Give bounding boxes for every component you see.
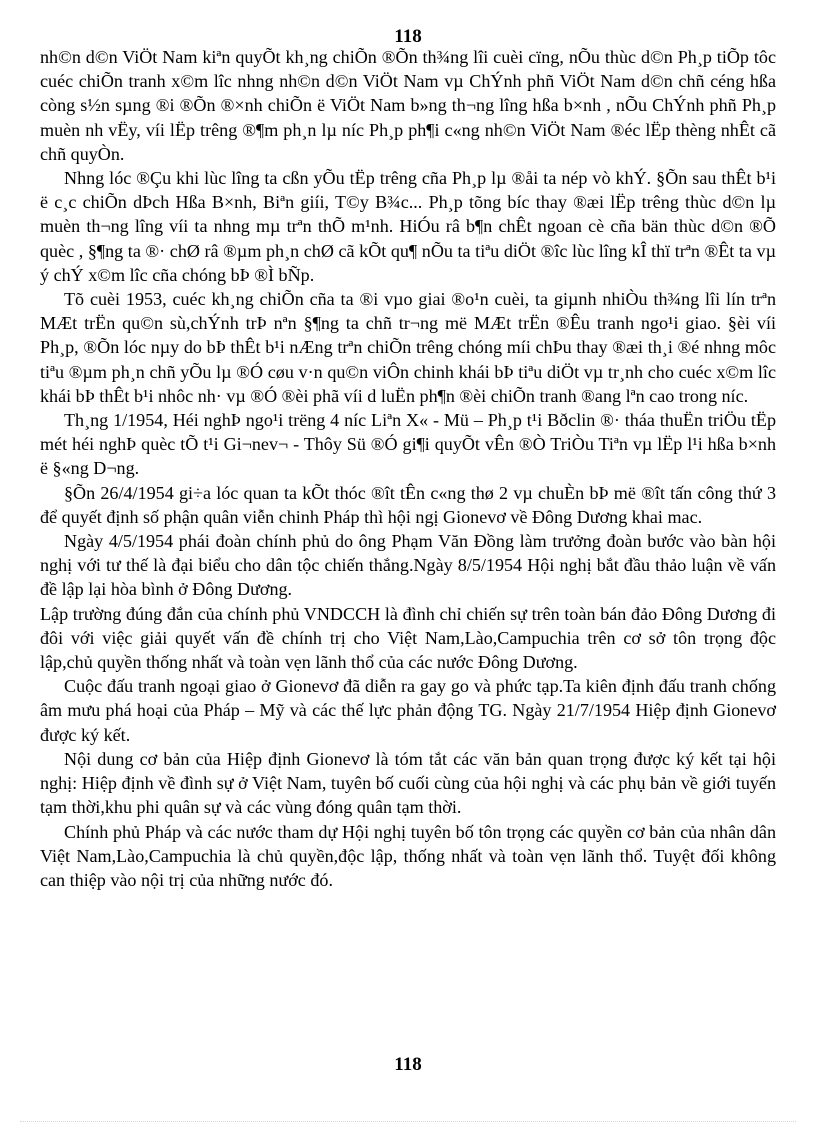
page-number-top: 118 — [394, 26, 422, 47]
page-body — [40, 45, 776, 892]
paragraph: nh©n d©n ViÖt Nam kiªn quyÕt kh¸ng chiÕn ®Õn th¾ng lîi cuèi cïng, nÕu thùc d©n Ph¸p tiÕp tôc cuéc chiÕn tranh x©m lîc nhng nh©n d©n ViÖt Nam vµ ChÝnh phñ ViÖt Nam d©n chñ céng hßa còng s½n sµng ®i ®Õn ®×nh chiÕn ë ViÖt Nam b»ng th¬ng lîng hßa b×nh , nÕu ChÝnh phñ Ph¸p muèn nh vËy, víi lËp trêng ®¶m ph¸n lµ níc Ph¸p ph¶i c«ng nh©n ViÖt Nam ®éc lËp thèng nhÊt cã chñ quyÒn. — [40, 47, 776, 164]
paragraph: §Õn 26/4/1954 gi÷a lóc quan ta kÕt thóc ®ît tÊn c«ng thø 2 vµ chuÈn bÞ më ®ît tấn công thứ 3 để quyết định số phận quân viễn chinh Pháp thì hội ngị Gionevơ về Đông Dương khai mac. — [40, 482, 776, 527]
paragraph: Lập trường đúng đắn của chính phủ VNDCCH là đình chỉ chiến sự trên toàn bán đảo Đông Dương đi đôi với việc giải quyết vấn đề chính trị cho Việt Nam,Lào,Campuchia trên cơ sở tôn trọng độc lập,chủ quyền thống nhất và toàn vẹn lãnh thổ của các nước Đông Dương. — [40, 603, 776, 673]
paragraph: Th¸ng 1/1954, Héi nghÞ ngo¹i trëng 4 níc Liªn X« - Mü – Ph¸p t¹i Bðclin ®· tháa thuËn triÖu tËp mét héi nghÞ quèc tÕ t¹i Gi¬nev¬ - Thôy Sü ®Ó gi¶i quyÕt vÊn ®Ò TriÒu Tiªn vµ lËp l¹i hßa b×nh ë §«ng D¬ng. — [40, 410, 776, 479]
paragraph: Nhng lóc ®Çu khi lùc lîng ta cßn yÕu tËp trêng cña Ph¸p lµ ®åi ta nép vò khÝ. §Õn sau thÊt b¹i ë c¸c chiÕn dÞch Hßa B×nh, Biªn giíi, T©y B¾c... Ph¸p tõng bíc thay ®æi lËp trêng thùc d©n lµ muèn th¬ng lîng víi ta nhng mµ trªn thÕ m¹nh. HiÓu râ b¶n chÊt ngoan cè cña bän thùc d©n ®Õ quèc , §¶ng ta ®· chØ râ ®µm ph¸n chØ cã kÕt qu¶ nÕu ta tiªu diÖt ®îc lùc lîng kÎ thï trªn ®Êt ta vµ ý chÝ x©m lîc cña chóng bÞ ®Ì bÑp. — [40, 168, 776, 285]
paragraph: Ngày 4/5/1954 phái đoàn chính phủ do ông Phạm Văn Đồng làm trưởng đoàn bước vào bàn hội nghị với tư thế là đại biểu cho dân tộc chiến thắng.Ngày 8/5/1954 Hội nghị bắt đầu thảo luận về vấn đề lập lại hòa bình ở Đông Dương. — [40, 531, 776, 600]
page-number-bottom: 118 — [394, 1054, 422, 1075]
page-edge-rule — [20, 1121, 796, 1122]
paragraph: Nội dung cơ bản của Hiệp định Gionevơ là tóm tắt các văn bản quan trọng được ký kết tại hội nghị: Hiệp định về đình sự ở Việt Nam, tuyên bố cuối cùng của hội nghị và các phụ bản về giới tuyến tạm thời,khu phi quân sự và các vùng đóng quân tạm thời. — [40, 748, 776, 818]
paragraph: Tõ cuèi 1953, cuéc kh¸ng chiÕn cña ta ®i vµo giai ®o¹n cuèi, ta giµnh nhiÒu th¾ng lîi lín trªn MÆt trËn qu©n sù,chÝnh trÞ nªn §¶ng ta chñ tr¬ng më MÆt trËn ®Êu tranh ngo¹i giao. §èi víi Ph¸p, ®Õn lóc nµy do bÞ thÊt b¹i nÆng trªn chiÕn trêng chóng míi chÞu thay ®æi th¸i ®é nhng môc tiªu ®µm ph¸n chñ yÕu lµ ®Ó cøu v·n qu©n viÔn chinh khái bÞ tiªu diÖt vµ tr¸nh cho cuéc x©m lîc khái bÞ thÊt b¹i nhôc nh· vµ ®Ó ®èi phã víi d luËn ph¶n ®èi chiÕn tranh ®ang lªn cao trong níc. — [40, 289, 776, 406]
paragraph: Chính phủ Pháp và các nước tham dự Hội nghị tuyên bố tôn trọng các quyền cơ bản của nhân dân Việt Nam,Lào,Campuchia là chủ quyền,độc lập, thống nhất và toàn vẹn lãnh thổ. Tuyệt đối không can thiệp vào nội trị của những nước đó. — [40, 821, 776, 890]
paragraph: Cuộc đấu tranh ngoại giao ở Gionevơ đã diễn ra gay go và phức tạp.Ta kiên định đấu tranh chống âm mưu phá hoại của Pháp – Mỹ và các thế lực phản động TG. Ngày 21/7/1954 Hiệp định Gionevơ được ký kết. — [40, 676, 776, 745]
